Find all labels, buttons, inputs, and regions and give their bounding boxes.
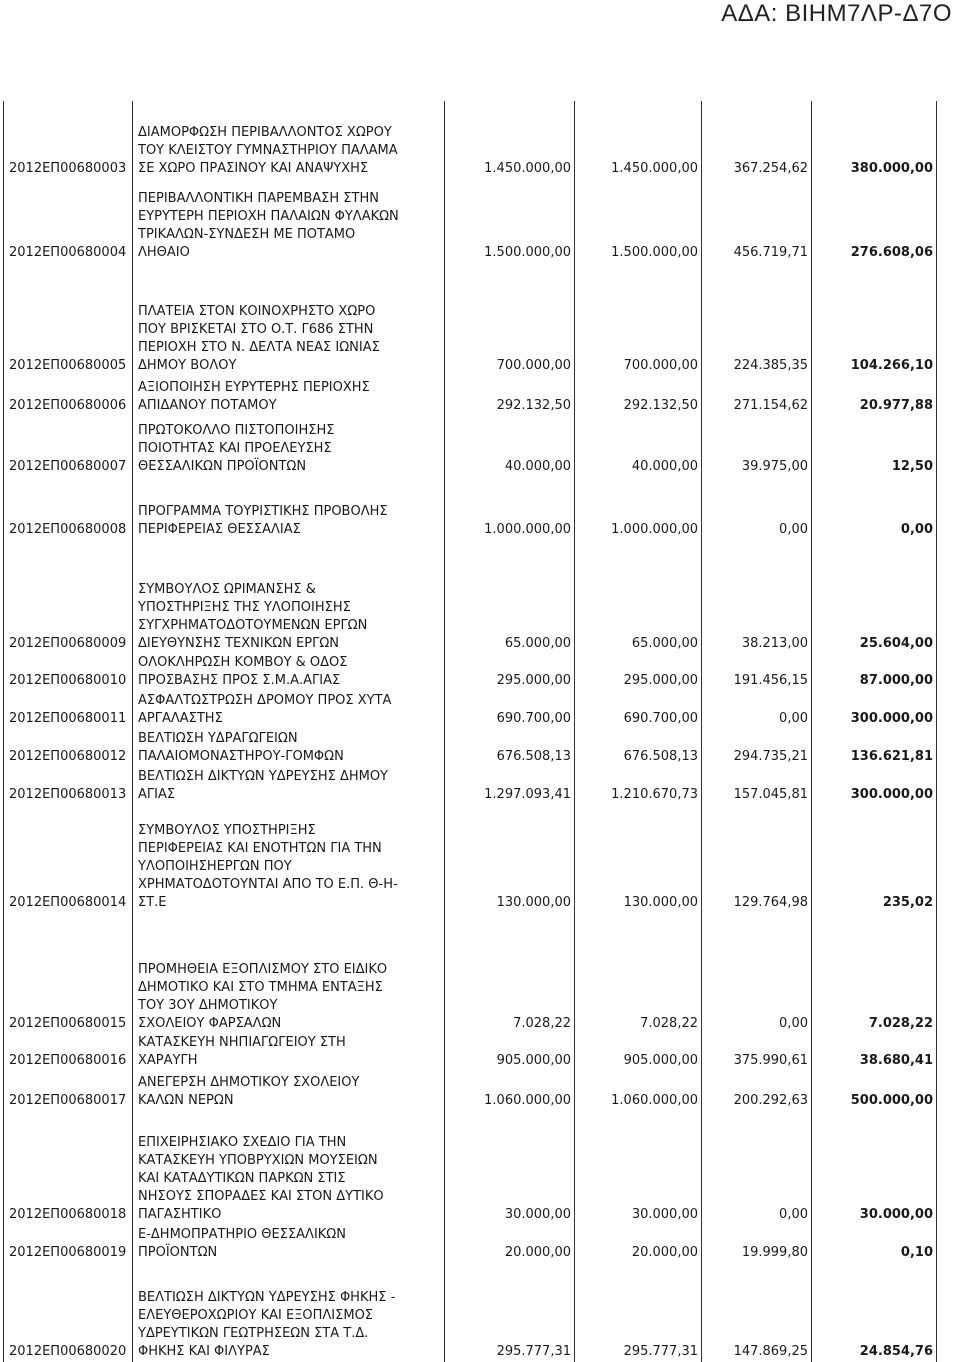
amount-d: 7.028,22 bbox=[812, 913, 937, 1034]
project-title: ΚΑΤΑΣΚΕΥΗ ΝΗΠΙΑΓΩΓΕΙΟΥ ΣΤΗ ΧΑΡΑΥΓΗ bbox=[133, 1034, 445, 1071]
amount-b: 295.777,31 bbox=[575, 1263, 702, 1362]
table-row bbox=[4, 540, 937, 654]
amount-b: 65.000,00 bbox=[575, 540, 702, 654]
amount-c: 0,00 bbox=[702, 1111, 812, 1225]
amount-a: 1.000.000,00 bbox=[445, 477, 575, 540]
project-code: 2012ΕΠ00680011 bbox=[4, 691, 133, 729]
amount-a: 40.000,00 bbox=[445, 416, 575, 477]
project-title: ΣΥΜΒΟΥΛΟΣ ΩΡΙΜΑΝΣΗΣ & ΥΠΟΣΤΗΡΙΞΗΣ ΤΗΣ ΥΛΟΠΟΙΗΣΗΣ ΣΥΓΧΡΗΜΑΤΟΔΟΤΟΥΜΕΝΩΝ ΕΡΓΩΝ ΔΙΕΥΘΥΝΣΗΣ ΤΕΧΝΙΚΩΝ ΕΡΓΩΝ bbox=[133, 540, 445, 654]
amount-d: 0,10 bbox=[812, 1225, 937, 1263]
amount-d: 300.000,00 bbox=[812, 691, 937, 729]
amount-b: 690.700,00 bbox=[575, 691, 702, 729]
amount-a: 690.700,00 bbox=[445, 691, 575, 729]
amount-a: 676.508,13 bbox=[445, 729, 575, 767]
table-row bbox=[4, 805, 937, 913]
table-row bbox=[4, 1263, 937, 1362]
table-row bbox=[4, 101, 937, 179]
project-title: ΠΡΟΓΡΑΜΜΑ ΤΟΥΡΙΣΤΙΚΗΣ ΠΡΟΒΟΛΗΣ ΠΕΡΙΦΕΡΕΙΑΣ ΘΕΣΣΑΛΙΑΣ bbox=[133, 477, 445, 540]
project-title: ΠΡΟΜΗΘΕΙΑ ΕΞΟΠΛΙΣΜΟΥ ΣΤΟ ΕΙΔΙΚΟ ΔΗΜΟΤΙΚΟ ΚΑΙ ΣΤΟ ΤΜΗΜΑ ΕΝΤΑΞΗΣ ΤΟΥ 3ΟΥ ΔΗΜΟΤΙΚΟΥ ΣΧΟΛΕΙΟΥ ΦΑΡΣΑΛΩΝ bbox=[133, 913, 445, 1034]
table-row bbox=[4, 263, 937, 376]
amount-b: 676.508,13 bbox=[575, 729, 702, 767]
amount-b: 7.028,22 bbox=[575, 913, 702, 1034]
amount-c: 191.456,15 bbox=[702, 654, 812, 691]
project-title: ΑΣΦΑΛΤΩΣΤΡΩΣΗ ΔΡΟΜΟΥ ΠΡΟΣ ΧΥΤΑ ΑΡΓΑΛΑΣΤΗΣ bbox=[133, 691, 445, 729]
amount-c: 367.254,62 bbox=[702, 101, 812, 179]
amount-c: 294.735,21 bbox=[702, 729, 812, 767]
amount-a: 295.000,00 bbox=[445, 654, 575, 691]
amount-d: 30.000,00 bbox=[812, 1111, 937, 1225]
amount-b: 292.132,50 bbox=[575, 376, 702, 416]
amount-c: 200.292,63 bbox=[702, 1071, 812, 1111]
project-code: 2012ΕΠ00680015 bbox=[4, 913, 133, 1034]
project-title: ΠΕΡΙΒΑΛΛΟΝΤΙΚΗ ΠΑΡΕΜΒΑΣΗ ΣΤΗΝ ΕΥΡΥΤΕΡΗ ΠΕΡΙΟΧΗ ΠΑΛΑΙΩΝ ΦΥΛΑΚΩΝ ΤΡΙΚΑΛΩΝ-ΣΥΝΔΕΣΗ ΜΕ ΠΟΤΑΜΟ ΛΗΘΑΙΟ bbox=[133, 179, 445, 263]
amount-d: 20.977,88 bbox=[812, 376, 937, 416]
amount-c: 0,00 bbox=[702, 477, 812, 540]
amount-a: 1.060.000,00 bbox=[445, 1071, 575, 1111]
amount-a: 1.450.000,00 bbox=[445, 101, 575, 179]
amount-b: 1.500.000,00 bbox=[575, 179, 702, 263]
project-code: 2012ΕΠ00680005 bbox=[4, 263, 133, 376]
amount-d: 24.854,76 bbox=[812, 1263, 937, 1362]
table-row bbox=[4, 1034, 937, 1071]
amount-b: 20.000,00 bbox=[575, 1225, 702, 1263]
table-row bbox=[4, 767, 937, 805]
project-title: ΣΥΜΒΟΥΛΟΣ ΥΠΟΣΤΗΡΙΞΗΣ ΠΕΡΙΦΕΡΕΙΑΣ ΚΑΙ ΕΝΟΤΗΤΩΝ ΓΙΑ ΤΗΝ ΥΛΟΠΟΙΗΣΗΕΡΓΩΝ ΠΟΥ ΧΡΗΜΑΤΟΔΟΤΟΥΝΤΑΙ ΑΠΟ ΤΟ Ε.Π. Θ-Η- ΣΤ.Ε bbox=[133, 805, 445, 913]
amount-d: 25.604,00 bbox=[812, 540, 937, 654]
amount-a: 20.000,00 bbox=[445, 1225, 575, 1263]
amount-d: 38.680,41 bbox=[812, 1034, 937, 1071]
project-code: 2012ΕΠ00680019 bbox=[4, 1225, 133, 1263]
amount-b: 40.000,00 bbox=[575, 416, 702, 477]
amount-a: 65.000,00 bbox=[445, 540, 575, 654]
project-code: 2012ΕΠ00680014 bbox=[4, 805, 133, 913]
project-title: Ε-ΔΗΜΟΠΡΑΤΗΡΙΟ ΘΕΣΣΑΛΙΚΩΝ ΠΡΟΪΟΝΤΩΝ bbox=[133, 1225, 445, 1263]
amount-c: 224.385,35 bbox=[702, 263, 812, 376]
amount-a: 292.132,50 bbox=[445, 376, 575, 416]
amount-c: 147.869,25 bbox=[702, 1263, 812, 1362]
amount-c: 38.213,00 bbox=[702, 540, 812, 654]
project-title: ΑΞΙΟΠΟΙΗΣΗ ΕΥΡΥΤΕΡΗΣ ΠΕΡΙΟΧΗΣ ΑΠΙΔΑΝΟΥ ΠΟΤΑΜΟΥ bbox=[133, 376, 445, 416]
amount-d: 500.000,00 bbox=[812, 1071, 937, 1111]
amount-c: 129.764,98 bbox=[702, 805, 812, 913]
amount-d: 104.266,10 bbox=[812, 263, 937, 376]
amount-a: 1.297.093,41 bbox=[445, 767, 575, 805]
project-code: 2012ΕΠ00680004 bbox=[4, 179, 133, 263]
amount-a: 130.000,00 bbox=[445, 805, 575, 913]
project-title: ΕΠΙΧΕΙΡΗΣΙΑΚΟ ΣΧΕΔΙΟ ΓΙΑ ΤΗΝ ΚΑΤΑΣΚΕΥΗ ΥΠΟΒΡΥΧΙΩΝ ΜΟΥΣΕΙΩΝ ΚΑΙ ΚΑΤΑΔΥΤΙΚΩΝ ΠΑΡΚΩΝ ΣΤΙΣ ΝΗΣΟΥΣ ΣΠΟΡΑΔΕΣ ΚΑΙ ΣΤΟΝ ΔΥΤΙΚΟ ΠΑΓΑΣΗΤΙΚΟ bbox=[133, 1111, 445, 1225]
amount-c: 271.154,62 bbox=[702, 376, 812, 416]
table-row bbox=[4, 376, 937, 416]
project-title: ΑΝΕΓΕΡΣΗ ΔΗΜΟΤΙΚΟΥ ΣΧΟΛΕΙΟΥ ΚΑΛΩΝ ΝΕΡΩΝ bbox=[133, 1071, 445, 1111]
table-row bbox=[4, 691, 937, 729]
table-row bbox=[4, 416, 937, 477]
project-title: ΒΕΛΤΙΩΣΗ ΥΔΡΑΓΩΓΕΙΩΝ ΠΑΛΑΙΟΜΟΝΑΣΤΗΡΟΥ-ΓΟΜΦΩΝ bbox=[133, 729, 445, 767]
amount-a: 905.000,00 bbox=[445, 1034, 575, 1071]
project-code: 2012ΕΠ00680013 bbox=[4, 767, 133, 805]
ada-code: ΑΔΑ: ΒΙΗΜ7ΛΡ-Δ7Ο bbox=[721, 0, 952, 27]
project-code: 2012ΕΠ00680012 bbox=[4, 729, 133, 767]
project-code: 2012ΕΠ00680006 bbox=[4, 376, 133, 416]
amount-b: 295.000,00 bbox=[575, 654, 702, 691]
amount-c: 375.990,61 bbox=[702, 1034, 812, 1071]
table-row bbox=[4, 654, 937, 691]
amount-d: 87.000,00 bbox=[812, 654, 937, 691]
amount-b: 30.000,00 bbox=[575, 1111, 702, 1225]
amount-d: 235,02 bbox=[812, 805, 937, 913]
project-title: ΠΛΑΤΕΙΑ ΣΤΟΝ ΚΟΙΝΟΧΡΗΣΤΟ ΧΩΡΟ ΠΟΥ ΒΡΙΣΚΕΤΑΙ ΣΤΟ Ο.Τ. Γ686 ΣΤΗΝ ΠΕΡΙΟΧΗ ΣΤΟ Ν. ΔΕΛΤΑ ΝΕΑΣ ΙΩΝΙΑΣ ΔΗΜΟΥ ΒΟΛΟΥ bbox=[133, 263, 445, 376]
amount-b: 700.000,00 bbox=[575, 263, 702, 376]
project-code: 2012ΕΠ00680018 bbox=[4, 1111, 133, 1225]
amount-c: 157.045,81 bbox=[702, 767, 812, 805]
project-title: ΟΛΟΚΛΗΡΩΣΗ ΚΟΜΒΟΥ & ΟΔΟΣ ΠΡΟΣΒΑΣΗΣ ΠΡΟΣ Σ.Μ.Α.ΑΓΙΑΣ bbox=[133, 654, 445, 691]
amount-c: 39.975,00 bbox=[702, 416, 812, 477]
amount-a: 30.000,00 bbox=[445, 1111, 575, 1225]
amount-a: 7.028,22 bbox=[445, 913, 575, 1034]
amount-d: 0,00 bbox=[812, 477, 937, 540]
table-row bbox=[4, 1225, 937, 1263]
amount-c: 19.999,80 bbox=[702, 1225, 812, 1263]
table-row bbox=[4, 913, 937, 1034]
project-title: ΒΕΛΤΙΩΣΗ ΔΙΚΤΥΩΝ ΥΔΡΕΥΣΗΣ ΔΗΜΟΥ ΑΓΙΑΣ bbox=[133, 767, 445, 805]
project-code: 2012ΕΠ00680020 bbox=[4, 1263, 133, 1362]
amount-a: 295.777,31 bbox=[445, 1263, 575, 1362]
project-title: ΔΙΑΜΟΡΦΩΣΗ ΠΕΡΙΒΑΛΛΟΝΤΟΣ ΧΩΡΟΥ ΤΟΥ ΚΛΕΙΣΤΟΥ ΓΥΜΝΑΣΤΗΡΙΟΥ ΠΑΛΑΜΑ ΣΕ ΧΩΡΟ ΠΡΑΣΙΝΟΥ ΚΑΙ ΑΝΑΨΥΧΗΣ bbox=[133, 101, 445, 179]
amount-b: 905.000,00 bbox=[575, 1034, 702, 1071]
project-title: ΠΡΩΤΟΚΟΛΛΟ ΠΙΣΤΟΠΟΙΗΣΗΣ ΠΟΙΟΤΗΤΑΣ ΚΑΙ ΠΡΟΕΛΕΥΣΗΣ ΘΕΣΣΑΛΙΚΩΝ ΠΡΟΪΟΝΤΩΝ bbox=[133, 416, 445, 477]
project-code: 2012ΕΠ00680017 bbox=[4, 1071, 133, 1111]
amount-b: 1.060.000,00 bbox=[575, 1071, 702, 1111]
amount-a: 700.000,00 bbox=[445, 263, 575, 376]
amount-b: 1.450.000,00 bbox=[575, 101, 702, 179]
amount-c: 0,00 bbox=[702, 691, 812, 729]
amount-c: 0,00 bbox=[702, 913, 812, 1034]
project-code: 2012ΕΠ00680008 bbox=[4, 477, 133, 540]
amount-b: 1.000.000,00 bbox=[575, 477, 702, 540]
project-code: 2012ΕΠ00680016 bbox=[4, 1034, 133, 1071]
project-title: ΒΕΛΤΙΩΣΗ ΔΙΚΤΥΩΝ ΥΔΡΕΥΣΗΣ ΦΗΚΗΣ - ΕΛΕΥΘΕΡΟΧΩΡΙΟΥ ΚΑΙ ΕΞΟΠΛΙΣΜΟΣ ΥΔΡΕΥΤΙΚΩΝ ΓΕΩΤΡΗΣΕΩΝ ΣΤΑ Τ.Δ. ΦΗΚΗΣ ΚΑΙ ΦΙΛΥΡΑΣ bbox=[133, 1263, 445, 1362]
amount-d: 276.608,06 bbox=[812, 179, 937, 263]
project-code: 2012ΕΠ00680007 bbox=[4, 416, 133, 477]
table-row bbox=[4, 729, 937, 767]
amount-c: 456.719,71 bbox=[702, 179, 812, 263]
projects-table bbox=[3, 101, 937, 1362]
project-code: 2012ΕΠ00680003 bbox=[4, 101, 133, 179]
amount-d: 380.000,00 bbox=[812, 101, 937, 179]
amount-b: 1.210.670,73 bbox=[575, 767, 702, 805]
projects-table-body bbox=[4, 101, 937, 1362]
amount-a: 1.500.000,00 bbox=[445, 179, 575, 263]
table-row bbox=[4, 179, 937, 263]
table-row bbox=[4, 477, 937, 540]
amount-d: 300.000,00 bbox=[812, 767, 937, 805]
amount-d: 12,50 bbox=[812, 416, 937, 477]
amount-d: 136.621,81 bbox=[812, 729, 937, 767]
amount-b: 130.000,00 bbox=[575, 805, 702, 913]
project-code: 2012ΕΠ00680009 bbox=[4, 540, 133, 654]
project-code: 2012ΕΠ00680010 bbox=[4, 654, 133, 691]
table-row bbox=[4, 1071, 937, 1111]
table-row bbox=[4, 1111, 937, 1225]
